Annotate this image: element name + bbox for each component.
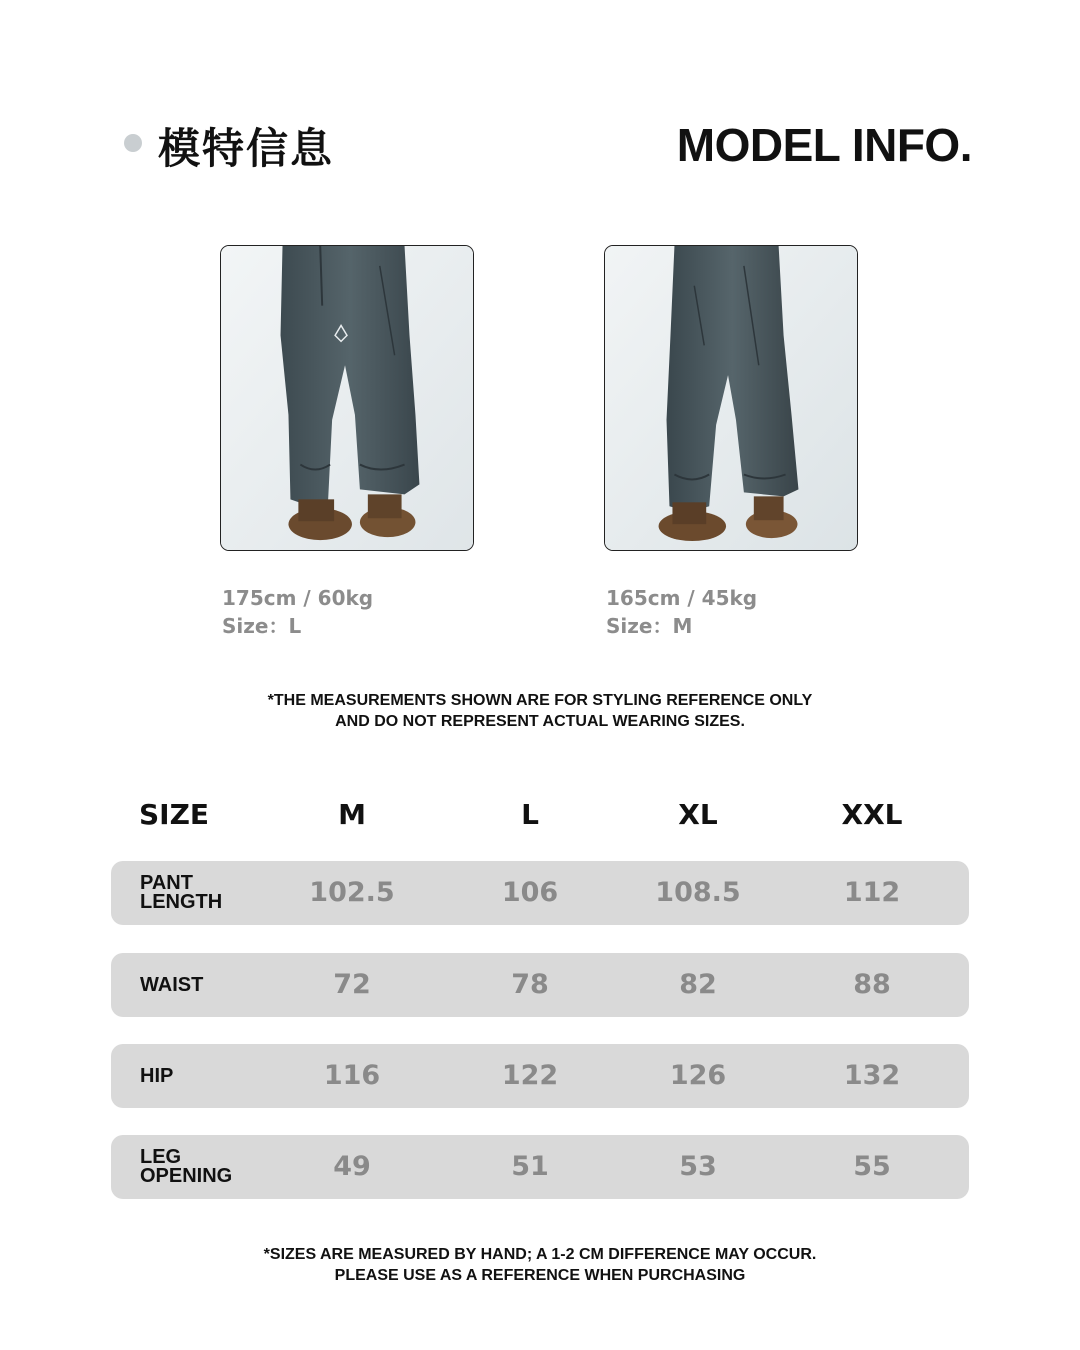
model-info-1 — [222, 584, 373, 640]
size-header-label: SIZE — [139, 798, 210, 831]
cell-value: 116 — [323, 1060, 381, 1091]
measurement-disclaimer — [0, 1244, 1080, 1286]
cell-value: 88 — [853, 969, 891, 1000]
styling-disclaimer — [0, 690, 1080, 732]
page-header — [0, 0, 1080, 200]
disclaimer-line: PLEASE USE AS A REFERENCE WHEN PURCHASING — [334, 1267, 746, 1284]
cell-value: 132 — [843, 1060, 901, 1091]
row-label: WAIST — [140, 973, 204, 996]
model-size: Size：L — [222, 614, 302, 638]
cell-value: 72 — [333, 969, 371, 1000]
size-table-header — [0, 798, 1080, 838]
size-col-m: M — [338, 798, 366, 831]
cell-value: 112 — [843, 877, 901, 908]
title-chinese: 模特信息 — [158, 124, 335, 173]
table-row-leg-opening — [111, 1135, 969, 1199]
cell-value: 49 — [333, 1151, 371, 1182]
cell-value: 55 — [853, 1151, 891, 1182]
cell-value: 78 — [511, 969, 549, 1000]
disclaimer-line: AND DO NOT REPRESENT ACTUAL WEARING SIZES. — [335, 713, 745, 730]
model-photo-2 — [604, 245, 858, 551]
table-row-pant-length — [111, 861, 969, 925]
cell-value: 51 — [511, 1151, 549, 1182]
cell-value: 108.5 — [655, 877, 741, 908]
model-size: Size：M — [606, 614, 693, 638]
cell-value: 82 — [679, 969, 717, 1000]
disclaimer-line: *SIZES ARE MEASURED BY HAND; A 1-2 CM DIFFERENCE MAY OCCUR. — [263, 1246, 817, 1263]
size-col-xl: XL — [678, 798, 718, 831]
row-label: HIP — [140, 1064, 174, 1087]
cell-value: 122 — [501, 1060, 559, 1091]
disclaimer-line: *THE MEASUREMENTS SHOWN ARE FOR STYLING REFERENCE ONLY — [267, 692, 813, 709]
size-col-xxl: XXL — [841, 798, 903, 831]
cell-value: 53 — [679, 1151, 717, 1182]
model-stats: 175cm / 60kg — [222, 586, 374, 610]
cell-value: 106 — [501, 877, 559, 908]
model-photo-1 — [220, 245, 474, 551]
row-label: LEG OPENING — [140, 1146, 233, 1187]
table-row-waist — [111, 953, 969, 1017]
bullet-dot-icon — [124, 134, 142, 152]
model-stats: 165cm / 45kg — [606, 586, 758, 610]
size-col-l: L — [521, 798, 539, 831]
row-label: PANT LENGTH — [140, 872, 223, 913]
cell-value: 126 — [669, 1060, 727, 1091]
title-english: MODEL INFO. — [676, 119, 972, 171]
cell-value: 102.5 — [309, 877, 395, 908]
model-info-2 — [606, 584, 757, 640]
table-row-hip — [111, 1044, 969, 1108]
